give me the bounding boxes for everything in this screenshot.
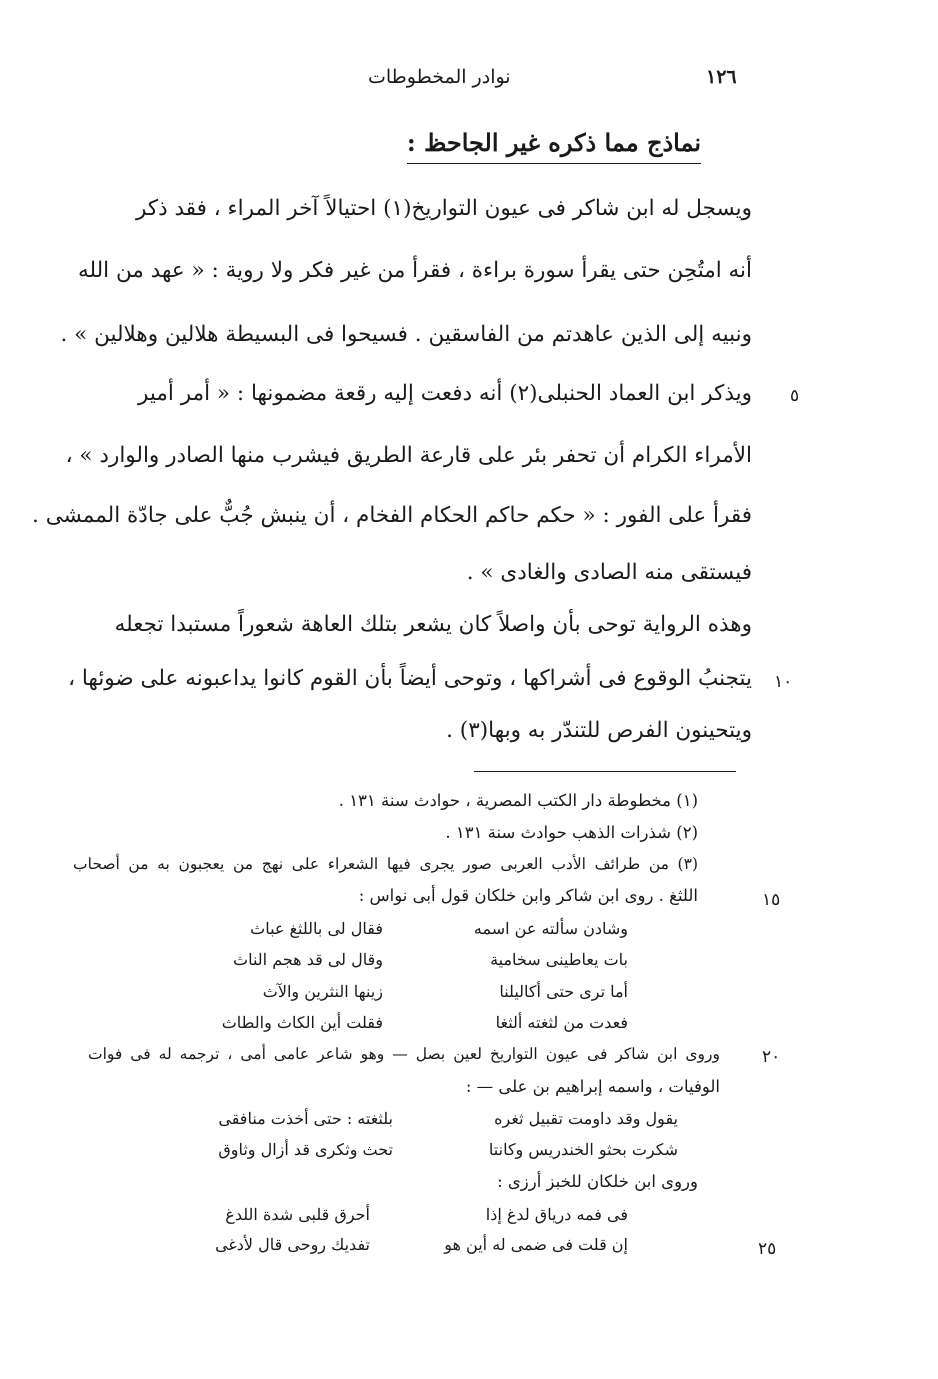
main-line: فقرأ على الفور : « حكم حاكم الحكام الفخام ، أن ينبش جُبٌّ على جادّة الممشى . [32, 503, 752, 528]
footnote: اللثغ . روى ابن شاكر وابن خلكان قول أبى نواس : [358, 886, 698, 905]
footnote-rule [474, 771, 736, 772]
verse-second-hemistich: أحرق قلبى شدة اللدغ [225, 1205, 370, 1224]
verse-first-hemistich: يقول وقد داومت تقبيل ثغره [494, 1109, 678, 1128]
running-title: نوادر المخطوطات [368, 66, 511, 88]
verse-second-hemistich: فقلت أين الكاث والطاث [221, 1013, 383, 1032]
line-number: ١٥ [762, 890, 781, 910]
verse-first-hemistich: إن قلت فى ضمى له أين هو [444, 1235, 628, 1254]
verse-second-hemistich: تحث وثكرى قد أزال وثاوق [218, 1140, 393, 1159]
line-number: ٢٠ [762, 1047, 781, 1067]
main-line: وهذه الرواية توحى بأن واصلاً كان يشعر بتلك العاهة شعوراً مستبدا تجعله [114, 612, 752, 637]
verse-first-hemistich: أما ترى حتى أكاليلنا [499, 982, 628, 1001]
main-line: يتجنبُ الوقوع فى أشراكها ، وتوحى أيضاً بأن القوم كانوا يداعبونه على ضوئها ، [68, 666, 752, 691]
footnote: وروى ابن خلكان للخبز أرزى : [497, 1172, 698, 1191]
verse-second-hemistich: بلثغته : حتى أخذت منافقى [218, 1109, 393, 1128]
verse-second-hemistich: تفديك روحى قال لأدغى [215, 1235, 370, 1254]
footnote: وروى ابن شاكر فى عيون التواريخ لعين بصل — وهو شاعر عامى أمى ، ترجمه له فى فوات [88, 1045, 720, 1063]
verse-second-hemistich: فقال لى باللثغ عباث [250, 919, 383, 938]
verse-first-hemistich: وشادن سألته عن اسمه [473, 919, 628, 938]
line-number: ٥ [790, 386, 800, 406]
verse-first-hemistich: شكرت بحثو الخندريس وكانتا [488, 1140, 678, 1159]
page-number: ١٢٦ [706, 66, 737, 88]
main-line: أنه امتُحِن حتى يقرأ سورة براءة ، فقرأ من غير فكر ولا روية : « عهد من الله [77, 258, 752, 283]
main-line: ويتحينون الفرص للتندّر به وبها(٣) . [446, 718, 752, 743]
verse-first-hemistich: فى فمه درياق لدغ إذا [485, 1205, 628, 1224]
line-number: ١٠ [774, 672, 793, 692]
footnote: (٣) من طرائف الأدب العربى صور يجرى فيها الشعراء على نهج من يعجبون به من أصحاب [73, 855, 698, 873]
section-heading: نماذج مما ذكره غير الجاحظ : [407, 128, 701, 164]
main-line: ويذكر ابن العماد الحنبلى(٢) أنه دفعت إليه رقعة مضمونها : « أمر أمير [138, 381, 752, 406]
main-line: ونبيه إلى الذين عاهدتم من الفاسقين . فسيحوا فى البسيطة هلالين وهلالين » . [60, 322, 752, 347]
verse-second-hemistich: وقال لى قد هجم الناث [233, 950, 383, 969]
line-number: ٢٥ [758, 1239, 777, 1259]
main-line: الأمراء الكرام أن تحفر بئر على قارعة الطريق فيشرب منها الصادر والوارد » ، [65, 443, 752, 468]
verse-first-hemistich: فعدت من لثغته ألثغا [495, 1013, 628, 1032]
verse-second-hemistich: زينها النثرين والآث [262, 982, 383, 1001]
main-line: ويسجل له ابن شاكر فى عيون التواريخ(١) احتيالاً آخر المراء ، فقد ذكر [135, 196, 752, 221]
footnote: الوفيات ، واسمه إبراهيم بن على — : [465, 1077, 720, 1096]
footnote: (١) مخطوطة دار الكتب المصرية ، حوادث سنة ١٣١ . [338, 791, 698, 810]
verse-first-hemistich: بات يعاطينى سخامية [490, 950, 628, 969]
footnote: (٢) شذرات الذهب حوادث سنة ١٣١ . [445, 823, 698, 842]
main-line: فيستقى منه الصادى والغادى » . [466, 560, 752, 585]
